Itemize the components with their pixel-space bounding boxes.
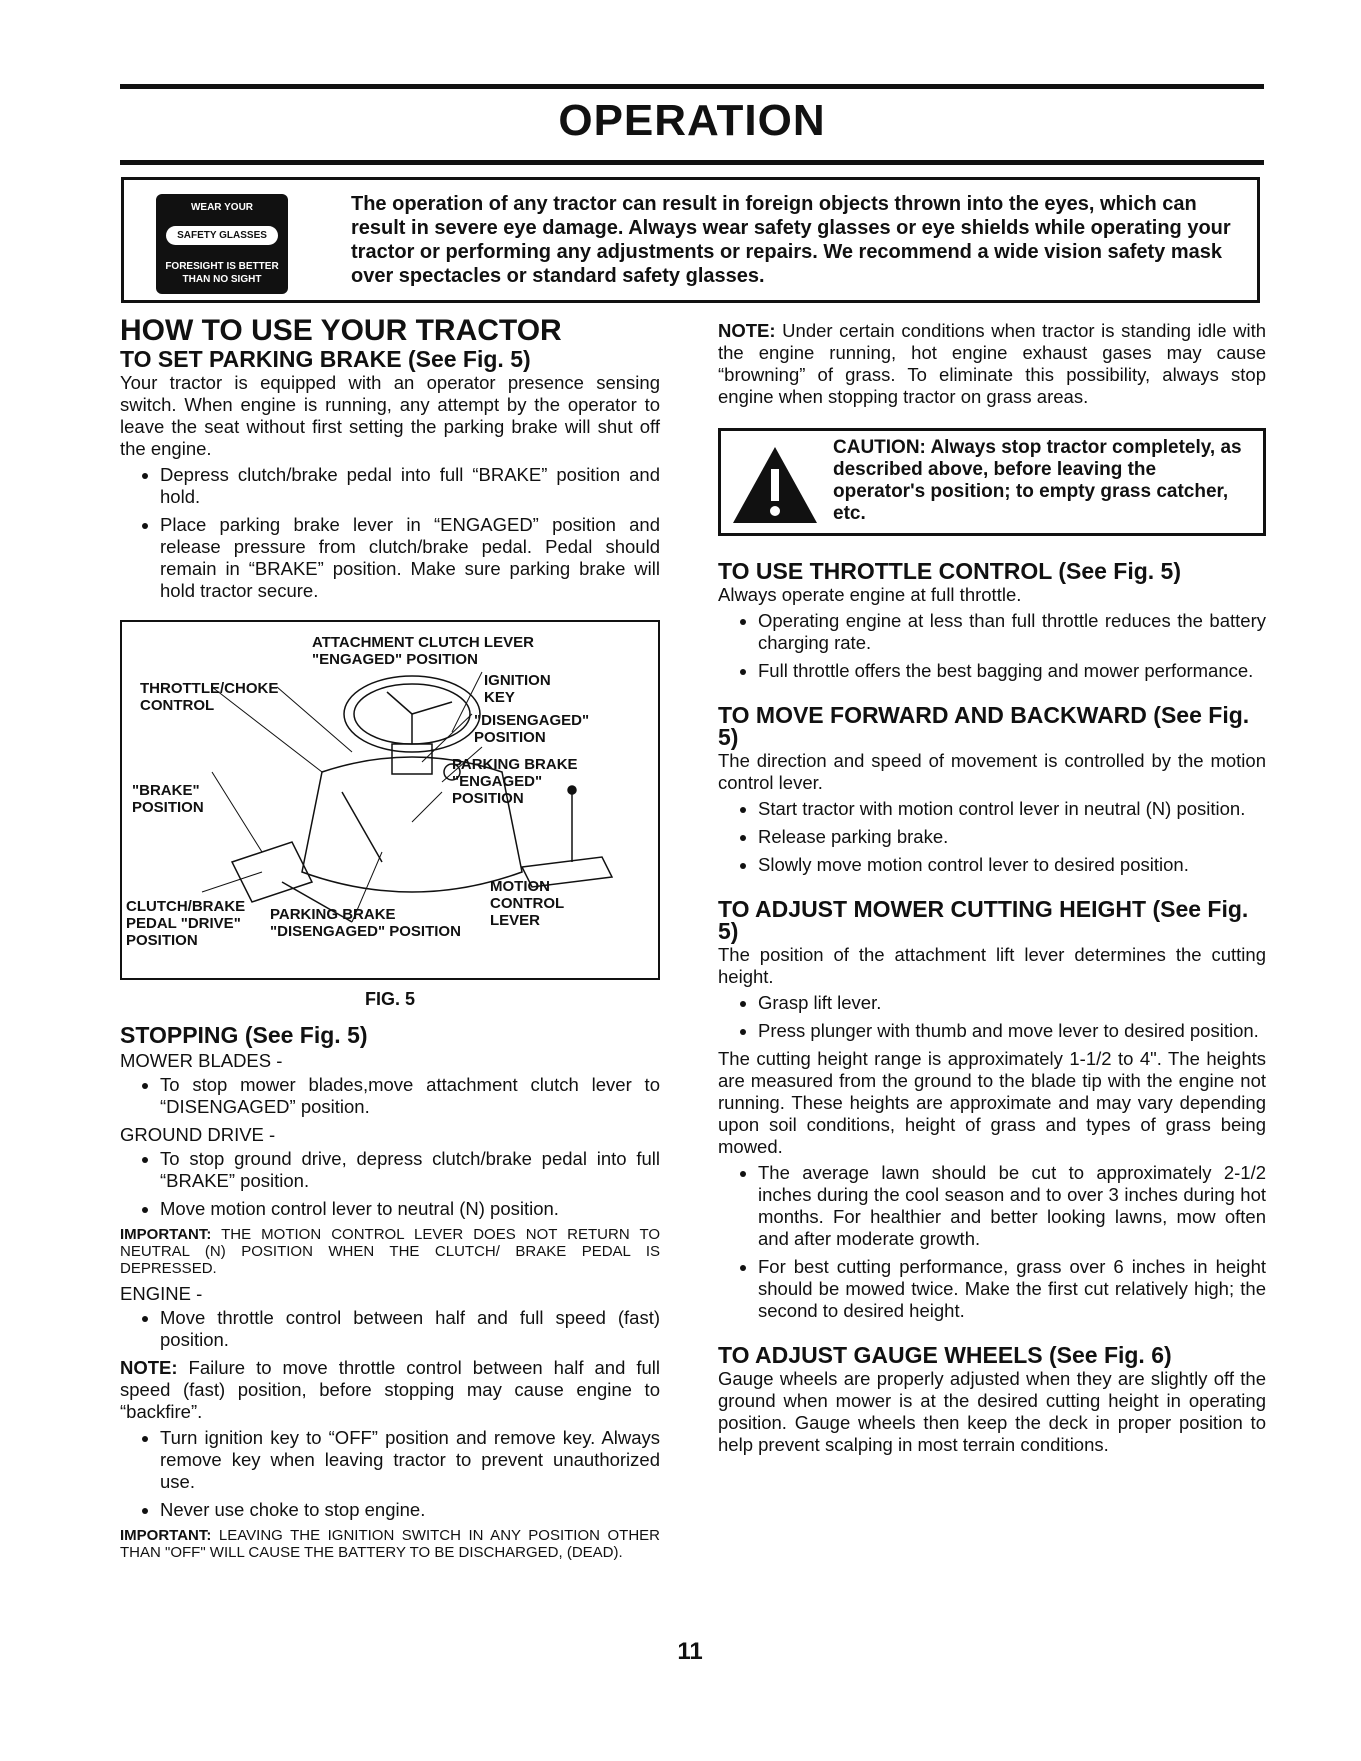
list-item: • Turn ignition key to “OFF” position and remove key. Always remove key when leaving tractor to prevent unauthorized use. [160, 1427, 660, 1493]
cutting-range: The cutting height range is approximately 1-1/2 to 4". The heights are measured from the ground to the blade tip with the engine not running. These heights are approximate and may vary depending upon soil conditions, height of grass and types of grass being mowed. [718, 1048, 1266, 1157]
list-item: • Move throttle control between half and full speed (fast) position. [160, 1307, 660, 1351]
fig-label-throttle: THROTTLE/CHOKE CONTROL [140, 680, 279, 714]
list-item: • Move motion control lever to neutral (N) position. [160, 1198, 660, 1220]
parking-brake-title: TO SET PARKING BRAKE (See Fig. 5) [120, 346, 531, 372]
list-item: • For best cutting performance, grass over 6 inches in height should be mowed twice. Make the first cut relatively high; the second to desired height. [758, 1256, 1266, 1322]
move-title: TO MOVE FORWARD AND BACKWARD (See Fig. 5) [718, 702, 1250, 750]
stopping-title: STOPPING (See Fig. 5) [120, 1022, 368, 1048]
gauge-title: TO ADJUST GAUGE WHEELS (See Fig. 6) [718, 1342, 1172, 1368]
important-note-2: IMPORTANT: LEAVING THE IGNITION SWITCH IN ANY POSITION OTHER THAN "OFF" WILL CAUSE THE BATTERY TO BE DISCHARGED, (DEAD). [120, 1527, 660, 1561]
list-item: • Grasp lift lever. [758, 992, 1266, 1014]
mower-list [120, 1074, 660, 1118]
throttle-list [718, 610, 1266, 682]
list-item: • Release parking brake. [758, 826, 1266, 848]
fig-label-attachment: ATTACHMENT CLUTCH LEVER "ENGAGED" POSITION [312, 634, 534, 668]
page-number: 11 [677, 1638, 703, 1665]
list-item: • Never use choke to stop engine. [160, 1499, 660, 1521]
list-item: • Slowly move motion control lever to desired position. [758, 854, 1266, 876]
list-item: • To stop mower blades,move attachment clutch lever to “DISENGAGED” position. [160, 1074, 660, 1118]
throttle-intro: Always operate engine at full throttle. [718, 584, 1022, 605]
safety-notice [121, 177, 1260, 303]
list-item: • Press plunger with thumb and move lever to desired position. [758, 1020, 1266, 1042]
caution-text: CAUTION: Always stop tractor completely, as described above, before leaving the operator's position; to empty grass catcher, etc. [833, 437, 1242, 524]
parking-brake-intro: Your tractor is equipped with an operator presence sensing switch. When engine is running, any attempt by the operator to leave the seat without first setting the parking brake will shut off the engine. [120, 372, 660, 459]
list-item: • Depress clutch/brake pedal into full “BRAKE” position and hold. [160, 464, 660, 508]
final-list [120, 1427, 660, 1521]
engine-label: ENGINE - [120, 1283, 203, 1304]
safety-glasses-icon: WEAR YOUR SAFETY GLASSES FORESIGHT IS BETTER THAN NO SIGHT [156, 194, 288, 294]
move-intro: The direction and speed of movement is controlled by the motion control lever. [718, 750, 1266, 793]
top-rule [120, 84, 1264, 89]
fig-label-motion: MOTION CONTROL LEVER [490, 878, 565, 929]
list-item: • Operating engine at less than full throttle reduces the battery charging rate. [758, 610, 1266, 654]
caution-box [718, 428, 1266, 536]
important-note-1: IMPORTANT: THE MOTION CONTROL LEVER DOES NOT RETURN TO NEUTRAL (N) POSITION WHEN THE CLUTCH/ BRAKE PEDAL IS DEPRESSED. [120, 1226, 660, 1277]
fig-label-disengaged: "DISENGAGED" POSITION [474, 712, 590, 746]
parking-brake-list [120, 464, 660, 602]
cutting-title: TO ADJUST MOWER CUTTING HEIGHT (See Fig. 5) [718, 896, 1249, 944]
list-item: • Start tractor with motion control lever in neutral (N) position. [758, 798, 1266, 820]
title-rule [120, 160, 1264, 165]
figure-5 [120, 620, 660, 980]
fig-label-ignition: IGNITION KEY [484, 672, 551, 706]
list-item: • To stop ground drive, depress clutch/brake pedal into full “BRAKE” position. [160, 1148, 660, 1192]
warning-triangle-icon [731, 443, 819, 527]
cutting-list-2 [718, 1162, 1266, 1322]
fig-label-parking-engaged: PARKING BRAKE "ENGAGED" POSITION [452, 756, 578, 807]
ground-list [120, 1148, 660, 1220]
backfire-note: NOTE: Failure to move throttle control between half and full speed (fast) position, before stopping may cause engine to “backfire”. [120, 1357, 660, 1422]
fig-label-parking-disengaged: PARKING BRAKE "DISENGAGED" POSITION [270, 906, 461, 940]
section-heading: HOW TO USE YOUR TRACTOR [120, 314, 562, 347]
right-column [718, 320, 1266, 1460]
list-item: • Place parking brake lever in “ENGAGED” position and release pressure from clutch/brake pedal. Pedal should remain in “BRAKE” position. Make sure parking brake will hold tractor secure. [160, 514, 660, 602]
page-title: OPERATION [558, 96, 826, 145]
browning-note: NOTE: Under certain conditions when tractor is standing idle with the engine running, hot engine exhaust gases may cause “browning” of grass. To eliminate this possibility, always stop engine when stopping tractor on grass areas. [718, 320, 1266, 407]
move-list [718, 798, 1266, 876]
safety-notice-text: The operation of any tractor can result in foreign objects thrown into the eyes, which can result in severe eye damage. Always wear safety glasses or eye shields while operating your tractor or performing any adjustments or repairs. We recommend a wide vision safety mask over spectacles or standard safety glasses. [351, 193, 1231, 287]
gauge-text: Gauge wheels are properly adjusted when they are slightly off the ground when mower is at the desired cutting height in operating position. Gauge wheels then keep the deck in proper position to help prevent scalping in most terrain conditions. [718, 1368, 1266, 1455]
list-item: • Full throttle offers the best bagging and mower performance. [758, 660, 1266, 682]
cutting-intro: The position of the attachment lift lever determines the cutting height. [718, 944, 1266, 987]
mower-blades-label: MOWER BLADES - [120, 1050, 283, 1071]
ground-drive-label: GROUND DRIVE - [120, 1124, 276, 1145]
left-column [120, 314, 660, 1567]
throttle-title: TO USE THROTTLE CONTROL (See Fig. 5) [718, 558, 1182, 584]
fig-label-brake-position: "BRAKE" POSITION [132, 782, 204, 816]
fig-label-clutch: CLUTCH/BRAKE PEDAL "DRIVE" POSITION [126, 898, 246, 949]
list-item: • The average lawn should be cut to approximately 2-1/2 inches during the cool season and to over 3 inches during hot months. For healthier and better looking lawns, mow often and after moderate growth. [758, 1162, 1266, 1250]
cutting-list [718, 992, 1266, 1042]
figure-caption: FIG. 5 [364, 989, 415, 1009]
engine-list [120, 1307, 660, 1351]
